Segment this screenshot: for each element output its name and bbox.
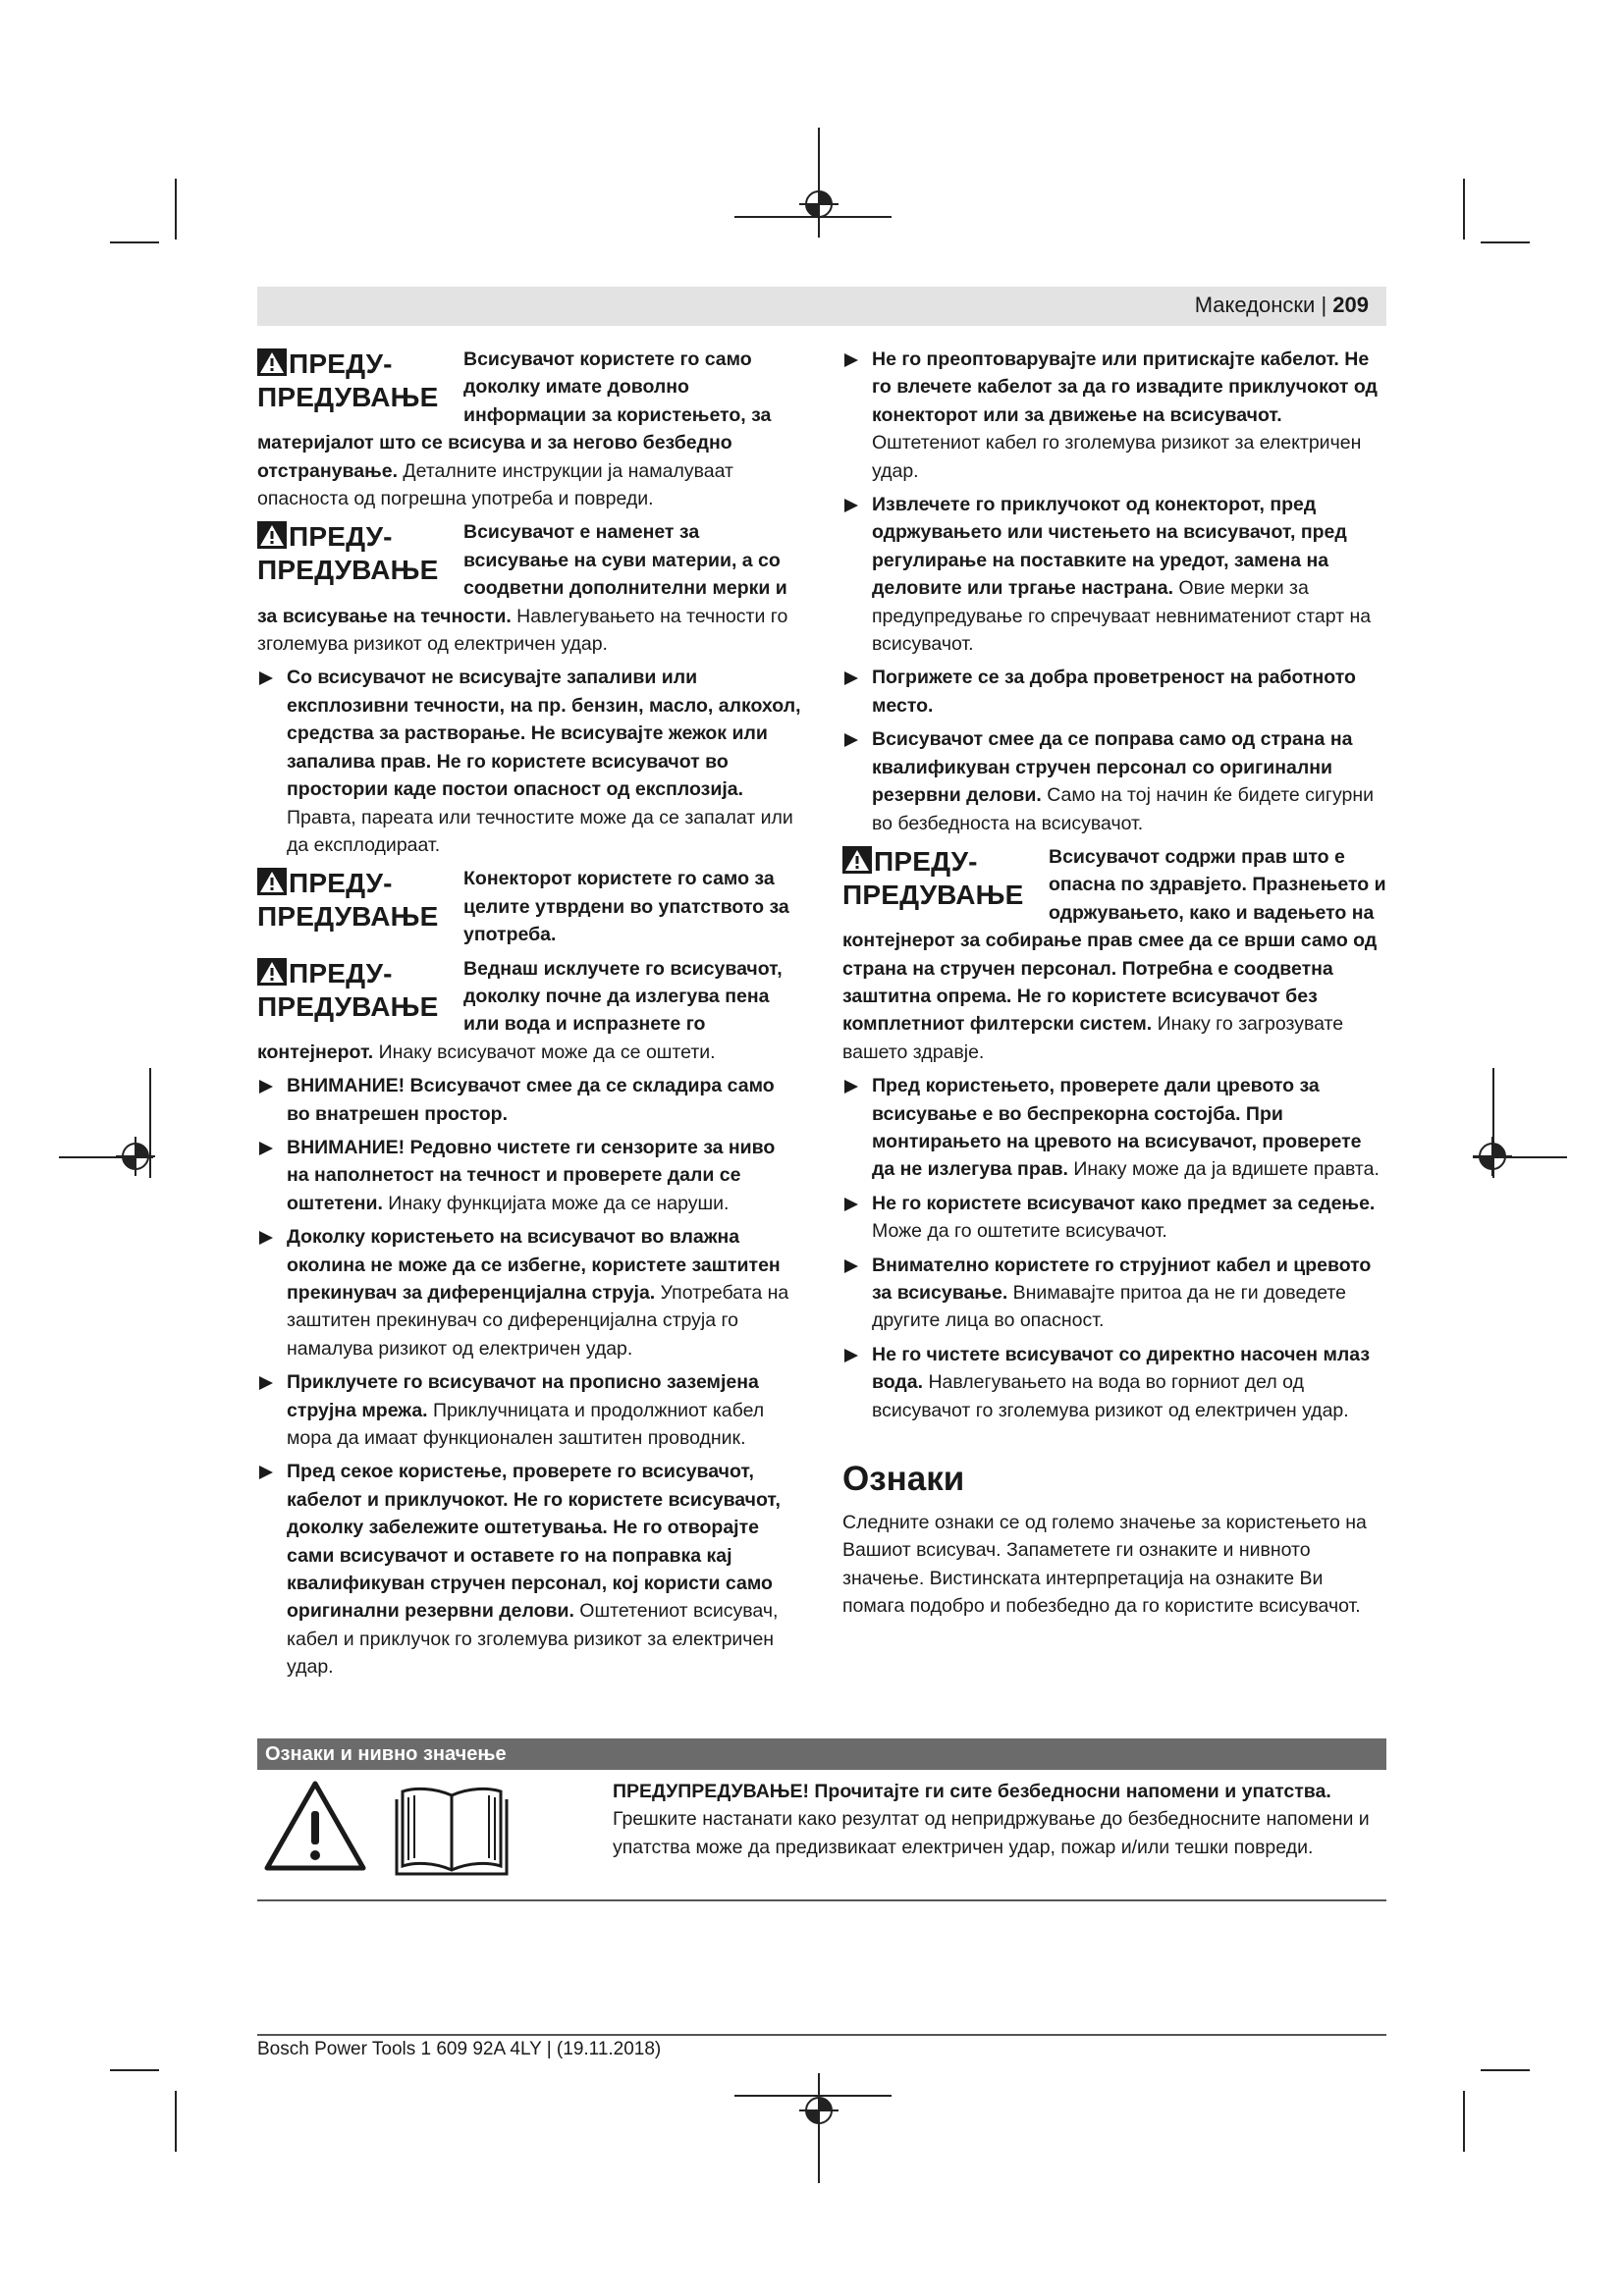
warning-triangle-icon [257,348,287,376]
warning-triangle-icon [257,958,287,986]
list-item: Не го чистете всисувачот со директно насочен млаз вода. Навлегувањето на вода во горниот дел од всисувачот го зголемува ризикот од електричен удар. [842,1341,1387,1424]
warning-text-bold: Всисувачот користете го само доколку имате доволно информации за користењето, за материјалот што се всисува и за негово безбедно отстранување. [257,348,772,482]
list-item: Доколку користењето на всисувачот во влажна околина не може да се избегне, користете заштитен прекинувач за диференцијална струја. Употребата на заштитен прекинувач со диференцијална струја го намалува ризикот од електричен удар. [257,1223,802,1362]
header-text [1195,293,1369,318]
crop-mark [1463,2091,1465,2152]
warning-block [257,865,802,948]
registration-mark-icon [799,185,839,224]
symbols-table-header: Ознаки и нивно значење [257,1738,1386,1770]
warning-text-bold: Всисувачот е наменет за всисување на суви материи, а со соодветни дополнителни мерки и за всисување на течности. [257,521,787,627]
crop-mark [175,2091,177,2152]
warning-label: ПРЕДУ-ПРЕДУВАЊЕ [257,348,439,412]
list-item: Не го користете всисувачот како предмет за седење. Може да го оштетите всисувачот. [842,1190,1387,1246]
warning-text: Инаку го загрозувате вашето здравје. [842,1013,1344,1063]
section-title: Ознаки [842,1460,965,1499]
header-language: Македонски [1194,293,1316,317]
crop-mark [110,2069,159,2071]
list-item: Со всисувачот не всисувајте запаливи или експлозивни течности, на пр. бензин, масло, алкохол, средства за растворање. Не всисувајте жежок или запалива прав. Не го користете всисувачот во простории каде постои опасност од експлозија. Правта, пареата или течностите може да се запалат или да експлодираат. [257,664,802,859]
warning-label: ПРЕДУ-ПРЕДУВАЊЕ [842,845,1024,910]
warning-triangle-icon [257,868,287,895]
crop-mark [1481,2069,1530,2071]
warning-triangle-icon [842,846,872,874]
list-item: Внимателно користете го струјниот кабел и цревото за всисување. Внимавајте притоа да не ги доведете другите лица во опасност. [842,1252,1387,1335]
crop-mark [1463,179,1465,240]
left-column [257,346,802,1687]
footer-divider [257,2034,1386,2036]
right-column [842,346,1387,1621]
list-item: Всисувачот смее да се поправа само од страна на квалификуван стручен персонал со оригинални резервни делови. Само на тој начин ќе бидете сигурни во безбедноста на всисувачот. [842,725,1387,837]
header-separator: | [1321,293,1327,317]
crop-mark [110,241,159,243]
warning-label: ПРЕДУ-ПРЕДУВАЊЕ [257,868,439,933]
warning-text-bold: Веднаш исклучете го всисувачот, доколку почне да излегува пена или вода и испразнете го контејнерот. [257,957,783,1063]
warning-block [842,843,1387,1066]
crop-mark [175,179,177,240]
warning-text-bold: Конекторот користете го само за целите утврдени во упатството за употреба. [463,868,789,946]
warning-text: Деталните инструкции ја намалуваат опасноста од погрешна употреба и повреди. [257,459,733,510]
list-item: Извлечете го приклучокот од конекторот, пред одржувањето или чистењето на всисувачот, пред регулирање на поставките на уредот, замена на деловите или тргање настрана. Овие мерки за предупредување го спречуваат невниматениот старт на всисувачот. [842,491,1387,658]
warning-text: Инаку всисувачот може да се оштети. [373,1041,716,1063]
warning-block [257,346,802,512]
manual-book-icon [395,1782,509,1876]
warning-text: Навлегувањето на течности го зголемува ризикот од електричен удар. [257,605,788,656]
page-number: 209 [1332,293,1369,317]
warning-text-bold: Всисувачот содржи прав што е опасна по здравјето. Празнењето и одржувањето, како и вадењето на контејнерот за собирање прав смее да се врши само од страна на стручен персонал. Потребна е соодветна заштитна опрема. Не го користете всисувачот без комплетниот филтерски систем. [842,845,1386,1036]
footer-text: Bosch Power Tools 1 609 92A 4LY | (19.11.2018) [257,2039,662,2059]
list-item: Пред користењето, проверете дали цревото за всисување е во беспрекорна состојба. При монтирањето на цревото на всисувачот, проверете да не излегува прав. Инаку може да ја вдишете правта. [842,1072,1387,1184]
symbols-table-text: ПРЕДУПРЕДУВАЊЕ! Прочитајте ги сите безбедносни напомени и упатства. Грешките настанати како резултат од непридржување до безбедносните напомени и упатства може да предизвикаат електричен удар, пожар и/или тешки повреди. [613,1781,1370,1858]
list-item: Приклучете го всисувачот на прописно заземјена струјна мрежа. Приклучницата и продолжниот кабел мора да имаат функционален заштитен проводник. [257,1368,802,1452]
warning-label: ПРЕДУ-ПРЕДУВАЊЕ [257,521,439,586]
section-paragraph: Следните ознаки се од големо значење за користењето на Вашиот всисувач. Запаметете ги ознаките и нивното значење. Вистинската интерпретација на ознаките Ви помага подобро и побезбедно да го користите всисувачот. [842,1512,1367,1618]
symbols-table-row [257,1770,1386,1901]
list-item: Не го преоптоварувајте или притискајте кабелот. Не го влечете кабелот за да го извадите приклучокот од конекторот или за движење на всисувачот. Оштетениот кабел го зголемува ризикот за електричен удар. [842,346,1387,485]
registration-mark-icon [116,1137,155,1176]
registration-mark-icon [799,2091,839,2130]
list-item: ВНИМАНИЕ! Редовно чистете ги сензорите за ниво на наполнетост на течност и проверете дали се оштетени. Инаку функцијата може да се наруши. [257,1134,802,1217]
list-item: Погрижете се за добра проветреност на работното место. [842,664,1387,720]
crop-mark [1481,241,1530,243]
list-item: ВНИМАНИЕ! Всисувачот смее да се складира само во внатрешен простор. [257,1072,802,1128]
warning-block [257,955,802,1067]
page-header [257,287,1386,326]
warning-triangle-icon [261,1778,369,1876]
list-item: Пред секое користење, проверете го всисувачот, кабелот и приклучокот. Не го користете всисувачот, доколку забележите оштетувања. Не го отворајте сами всисувачот и оставете го на поправка кај квалификуван стручен персонал, кој користи само оригинални резервни делови. Оштетениот всисувач, кабел и приклучок го зголемува ризикот за електричен удар. [257,1458,802,1681]
warning-triangle-icon [257,521,287,549]
registration-mark-icon [1473,1137,1512,1176]
warning-block [257,518,802,658]
warning-label: ПРЕДУ-ПРЕДУВАЊЕ [257,957,439,1022]
